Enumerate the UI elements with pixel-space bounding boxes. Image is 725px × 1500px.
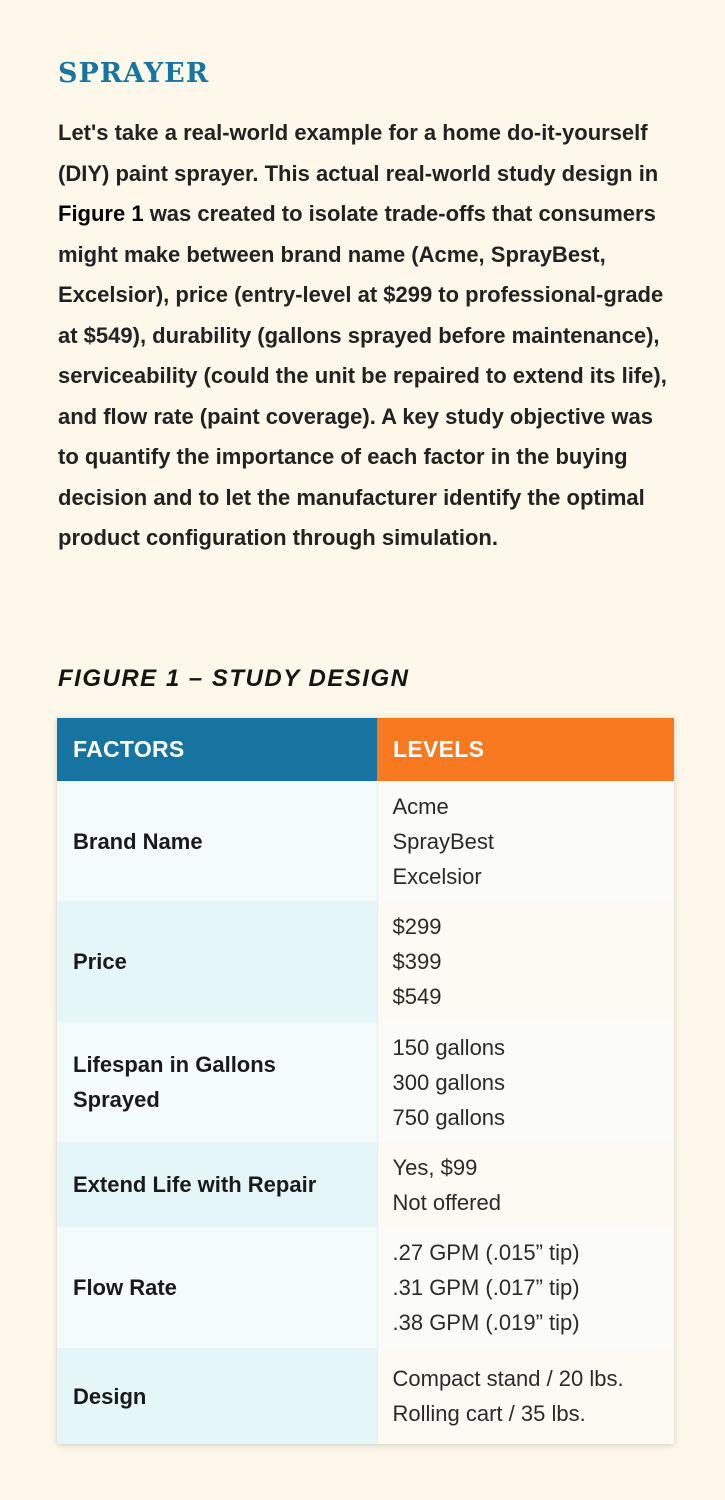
paragraph-text-before: Let's take a real-world example for a home do-it-yourself (DIY) paint sprayer. This actual real-world study design in (58, 120, 659, 186)
figure-title: FIGURE 1 – STUDY DESIGN (58, 665, 410, 692)
levels-cell (377, 901, 674, 1022)
levels-cell (377, 1348, 674, 1444)
levels-header: LEVELS (377, 718, 674, 781)
level-value: Compact stand / 20 lbs. (392, 1366, 624, 1391)
level-value: .27 GPM (.015” tip) (392, 1240, 580, 1265)
level-value: 750 gallons (392, 1104, 506, 1130)
article-section (58, 56, 678, 559)
factor-cell: Extend Life with Repair (57, 1142, 377, 1227)
table-row (57, 1142, 674, 1227)
paragraph-text-after: was created to isolate trade-offs that consumers might make between brand name (Acme, SprayBest, Excelsior), price (entry-level at $299 to professional-grade at $549), durability (gallons sprayed before maintenance), serviceability (could the unit be repaired to extend its life), and flow rate (paint coverage). A key study objective was to quantify the importance of each factor in the buying decision and to let the manufacturer identify the optimal product configuration through simulation. (58, 201, 667, 550)
level-value: Excelsior (392, 863, 482, 889)
level-value: Acme (392, 793, 449, 819)
level-value: Yes, $99 (392, 1154, 478, 1180)
study-design-table-container (57, 718, 674, 1444)
factors-header: FACTORS (57, 718, 377, 781)
factor-cell (57, 1022, 377, 1142)
factor-label: Lifespan in Gallons Sprayed (73, 1052, 276, 1112)
table-row (57, 1227, 674, 1348)
table-header-row (57, 718, 674, 781)
level-value: SprayBest (392, 828, 494, 854)
table-row (57, 1022, 674, 1142)
level-value: Not offered (392, 1189, 501, 1215)
table-row (57, 781, 674, 901)
levels-cell (377, 781, 674, 901)
levels-cell (377, 1022, 674, 1142)
level-value: 150 gallons (392, 1034, 506, 1060)
level-value: $549 (392, 984, 442, 1009)
level-value: Rolling cart / 35 lbs. (392, 1401, 586, 1426)
factor-cell: Design (57, 1348, 377, 1444)
levels-cell (377, 1227, 674, 1348)
factor-cell: Brand Name (57, 781, 377, 901)
table-row (57, 1348, 674, 1444)
levels-cell (377, 1142, 674, 1227)
level-value: $299 (392, 914, 442, 939)
table-row (57, 901, 674, 1022)
study-design-table (57, 718, 674, 1444)
level-value: .31 GPM (.017” tip) (392, 1275, 580, 1300)
level-value: 300 gallons (392, 1069, 506, 1095)
figure-reference: Figure 1 (58, 201, 144, 226)
body-paragraph (58, 113, 678, 559)
level-value: $399 (392, 949, 442, 974)
factor-cell: Flow Rate (57, 1227, 377, 1348)
section-heading: SPRAYER (58, 58, 210, 89)
level-value: .38 GPM (.019” tip) (392, 1310, 580, 1335)
factor-cell: Price (57, 901, 377, 1022)
